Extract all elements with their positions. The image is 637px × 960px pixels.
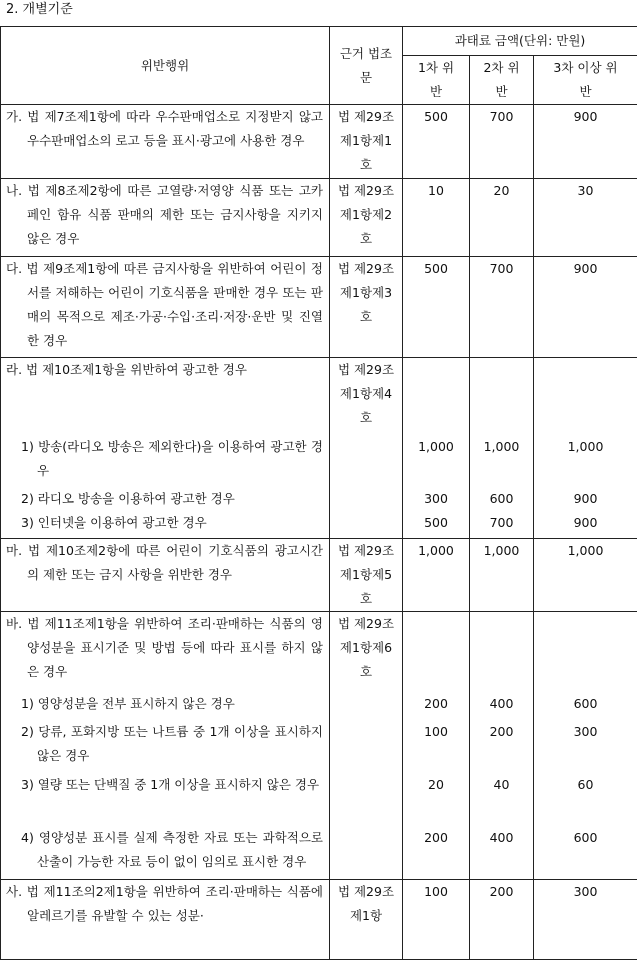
law-cell: 법 제29조제1항제2호: [330, 179, 403, 257]
table-row: [1, 539, 637, 612]
violation-group-cell: [1, 358, 330, 539]
third-amount: 1,000: [534, 435, 637, 487]
violation-subitem: 1) 영양성분을 전부 표시하지 않은 경우: [1, 692, 329, 720]
third-amount: 900: [534, 105, 637, 179]
third-amount: 300: [534, 880, 637, 960]
third-amount: 1,000: [534, 539, 637, 612]
violation-cell: 가. 법 제7조제1항에 따라 우수판매업소로 지정받지 않고 우수판매업소의 로고 등을 표시·광고에 사용한 경우: [1, 105, 330, 179]
first-amount-group: [403, 612, 470, 880]
violation-group-cell: [1, 612, 330, 880]
table-row: [1, 105, 637, 179]
second-amount: 1,000: [470, 435, 533, 487]
violation-subitem: 3) 인터넷을 이용하여 광고한 경우: [1, 511, 329, 535]
law-cell: 법 제29조제1항제1호: [330, 105, 403, 179]
second-amount: 200: [470, 720, 533, 773]
first-amount: 20: [403, 773, 469, 826]
first-amount: 200: [403, 826, 469, 850]
law-cell: 법 제29조제1항: [330, 880, 403, 960]
third-amount: 600: [534, 826, 637, 850]
violation-subitem: 2) 라디오 방송을 이용하여 광고한 경우: [1, 487, 329, 511]
violation-subitem: 2) 당류, 포화지방 또는 나트륨 중 1개 이상을 표시하지 않은 경우: [1, 720, 329, 773]
first-amount: 500: [403, 511, 469, 535]
header-violation: 위반행위: [1, 27, 330, 105]
violation-cell: 사. 법 제11조의2제1항을 위반하여 조리·판매하는 식품에 알레르기를 유발할 수 있는 성분·: [1, 880, 330, 960]
first-amount: 1,000: [403, 435, 469, 487]
second-amount: 700: [470, 105, 534, 179]
header-row: [1, 27, 637, 56]
penalty-table: [0, 26, 637, 960]
first-amount: 100: [403, 880, 470, 960]
table-row: [1, 880, 637, 960]
third-amount: 900: [534, 487, 637, 511]
violation-subitem: 4) 영양성분 표시를 실제 측정한 자료 또는 과학적으로 산출이 가능한 자료 등이 없이 임의로 표시한 경우: [1, 826, 329, 874]
table-row-group: [1, 358, 637, 539]
third-amount: 30: [534, 179, 637, 257]
law-cell: 법 제29조제1항제3호: [330, 257, 403, 358]
third-amount: 600: [534, 692, 637, 720]
first-amount: 500: [403, 257, 470, 358]
header-second: 2차 위반: [470, 56, 534, 105]
second-amount-group: [470, 612, 534, 880]
violation-cell: 다. 법 제9조제1항에 따른 금지사항을 위반하여 어린이 정서를 저해하는 어린이 기호식품을 판매한 경우 또는 판매의 목적으로 제조·가공·수입·조리·저장·운반 및 진열한 경우: [1, 257, 330, 358]
header-amount-group: 과태료 금액(단위: 만원): [403, 27, 637, 56]
third-amount: 900: [534, 257, 637, 358]
header-law: 근거 법조문: [330, 27, 403, 105]
section-title: 2. 개별기준: [6, 0, 73, 17]
first-amount: 100: [403, 720, 469, 773]
first-amount: 500: [403, 105, 470, 179]
second-amount: 700: [470, 511, 533, 535]
second-amount: 1,000: [470, 539, 534, 612]
second-amount: 700: [470, 257, 534, 358]
first-amount-group: [403, 358, 470, 539]
second-amount: 40: [470, 773, 533, 826]
law-cell: 법 제29조제1항제6호: [330, 612, 403, 880]
violation-heading: 라. 법 제10조제1항을 위반하여 광고한 경우: [1, 358, 329, 435]
second-amount: 20: [470, 179, 534, 257]
second-amount: 600: [470, 487, 533, 511]
law-cell: 법 제29조제1항제4호: [330, 358, 403, 539]
first-amount: 200: [403, 692, 469, 720]
first-amount: 1,000: [403, 539, 470, 612]
third-amount: 900: [534, 511, 637, 535]
violation-subitem: 3) 열량 또는 단백질 중 1개 이상을 표시하지 않은 경우: [1, 773, 329, 826]
third-amount-group: [534, 358, 637, 539]
second-amount: 200: [470, 880, 534, 960]
table-row-group: [1, 612, 637, 880]
second-amount-group: [470, 358, 534, 539]
violation-heading: 바. 법 제11조제1항을 위반하여 조리·판매하는 식품의 영양성분을 표시기준 및 방법 등에 따라 표시를 하지 않은 경우: [1, 612, 329, 692]
third-amount: 60: [534, 773, 637, 826]
first-amount: 10: [403, 179, 470, 257]
second-amount: 400: [470, 826, 533, 850]
header-first: 1차 위반: [403, 56, 470, 105]
second-amount: 400: [470, 692, 533, 720]
first-amount: 300: [403, 487, 469, 511]
law-cell: 법 제29조제1항제5호: [330, 539, 403, 612]
violation-cell: 나. 법 제8조제2항에 따른 고열량·저영양 식품 또는 고카페인 함유 식품 판매의 제한 또는 금지사항을 지키지 않은 경우: [1, 179, 330, 257]
third-amount: 300: [534, 720, 637, 773]
third-amount-group: [534, 612, 637, 880]
violation-cell: 마. 법 제10조제2항에 따른 어린이 기호식품의 광고시간의 제한 또는 금지 사항을 위반한 경우: [1, 539, 330, 612]
table-row: [1, 257, 637, 358]
violation-subitem: 1) 방송(라디오 방송은 제외한다)을 이용하여 광고한 경우: [1, 435, 329, 487]
table-row: [1, 179, 637, 257]
header-third: 3차 이상 위반: [534, 56, 637, 105]
